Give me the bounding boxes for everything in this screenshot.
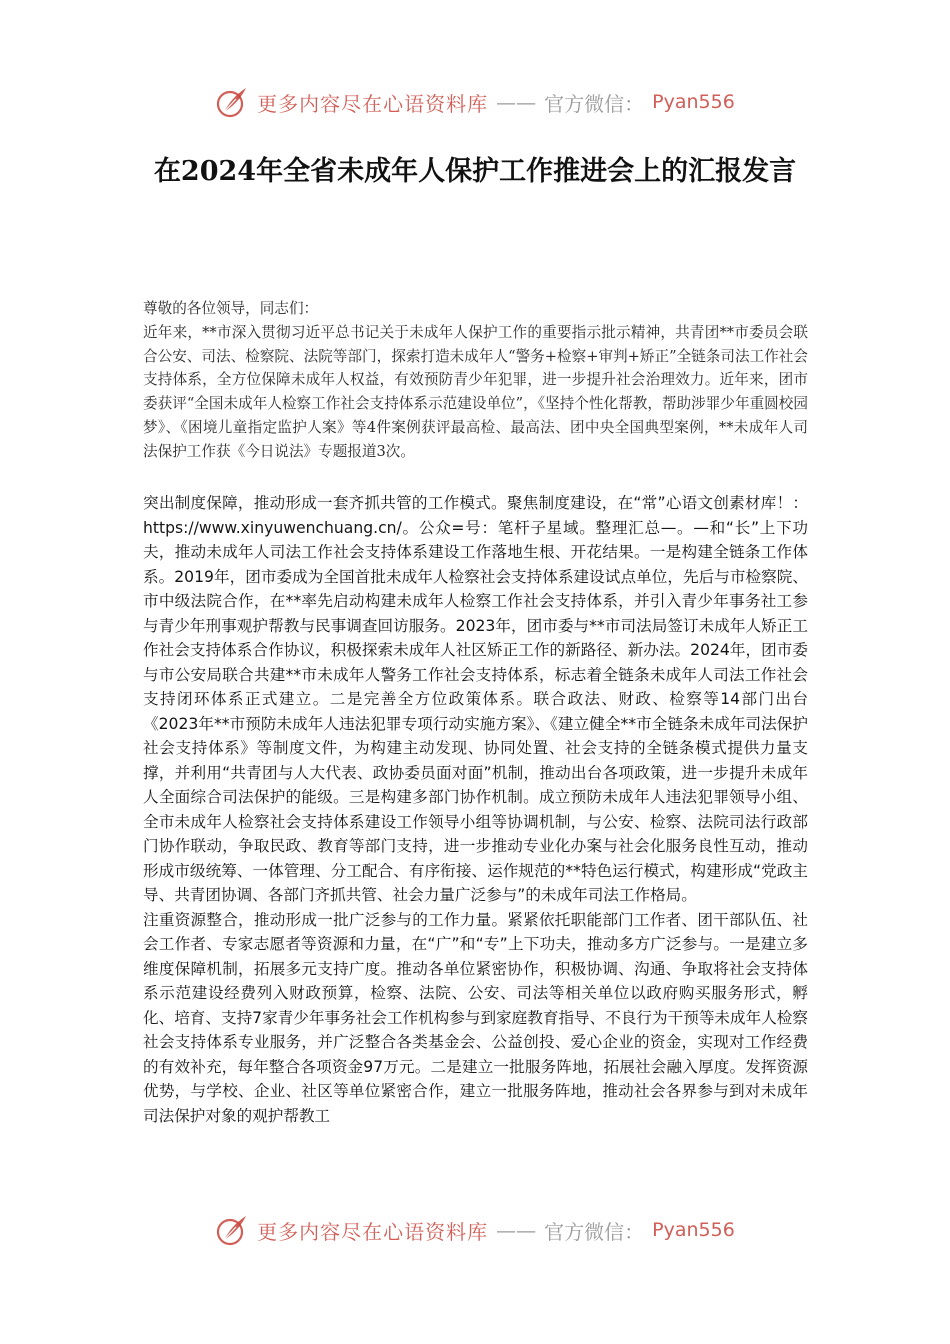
watermark-header (0, 82, 950, 122)
watermark-text: 更多内容尽在心语资料库 (257, 91, 489, 116)
quill-logo-icon (215, 1213, 249, 1247)
body-paragraph: 突出制度保障，推动形成一套齐抓共管的工作模式。聚焦制度建设，在“常”心语文创素材库！：https://www.xinyuwenchuang.cn/。公众=号：笔杆子星域。整理汇总—。—和“长”上下功夫，推动未成年人司法工作社会支持体系建设工作落地生根、开花结果。一是构建全链条工作体系。2019年，团市委成为全国首批未成年人检察社会支持体系建设试点单位，先后与市检察院、市中级法院合作，在**率先启动构建未成年人检察工作社会支持体系，并引入青少年事务社工参与青少年刑事观护帮教与民事调查回访服务。2023年，团市委与**市司法局签订未成年人矫正工作社会支持体系合作协议，积极探索未成年人社区矫正工作的新路径、新办法。2024年，团市委与市公安局联合共建**市未成年人警务工作社会支持体系，标志着全链条未成年人司法工作社会支持闭环体系正式建立。二是完善全方位政策体系。联合政法、财政、检察等14部门出台《2023年**市预防未成年人违法犯罪专项行动实施方案》、《建立健全**市全链条未成年司法保护社会支持体系》等制度文件，为构建主动发现、协同处置、社会支持的全链条模式提供力量支撑，并利用“共青团与人大代表、政协委员面对面”机制，推动出台各项政策，进一步提升未成年人全面综合司法保护的能级。三是构建多部门协作机制。成立预防未成年人违法犯罪领导小组、全市未成年人检察社会支持体系建设工作领导小组等协调机制，与公安、检察、法院司法行政部门协作联动，争取民政、教育等部门支持，进一步推动专业化办案与社会化服务良性互动，推动形成市级统筹、一体管理、分工配合、有序衔接、运作规范的**特色运行模式，构建形成“党政主导、共青团协调、各部门齐抓共管、社会力量广泛参与”的未成年司法工作格局。 (143, 494, 808, 904)
watermark-separator: —— (496, 1218, 537, 1242)
watermark-separator: —— (496, 90, 537, 114)
watermark-wechat-label: 官方微信： (544, 91, 645, 116)
salutation: 尊敬的各位领导，同志们： (143, 300, 319, 317)
watermark-text: 更多内容尽在心语资料库 (257, 1219, 489, 1244)
watermark-wechat-label: 官方微信： (544, 1219, 645, 1244)
body-paragraph: 注重资源整合，推动形成一批广泛参与的工作力量。紧紧依托职能部门工作者、团干部队伍、社会工作者、专家志愿者等资源和力量，在“广”和“专”上下功夫，推动多方广泛参与。一是建立多维度保障机制，拓展多元支持广度。推动各单位紧密协作，积极协调、沟通、争取将社会支持体系示范建设经费列入财政预算，检察、法院、公安、司法等相关单位以政府购买服务形式，孵化、培育、支持7家青少年事务社会工作机构参与到家庭教育指导、不良行为干预等未成年人检察社会支持体系专业服务，并广泛整合各类基金会、公益创投、爱心企业的资金，实现对工作经费的有效补充，每年整合各项资金97万元。二是建立一批服务阵地，拓展社会融入厚度。发挥资源优势，与学校、企业、社区等单位紧密合作，建立一批服务阵地，推动社会各界参与到对未成年司法保护对象的观护帮教工 (143, 910, 808, 1125)
watermark-footer (0, 1210, 950, 1250)
intro-section (143, 297, 808, 464)
intro-paragraph: 近年来，**市深入贯彻习近平总书记关于未成年人保护工作的重要指示批示精神，共青团**市委员会联合公安、司法、检察院、法院等部门，探索打造未成年人“警务+检察+审判+矫正”全链条司法工作社会支持体系，全方位保障未成年人权益，有效预防青少年犯罪，进一步提升社会治理效力。近年来，团市委获评“全国未成年人检察工作社会支持体系示范建设单位”，《坚持个性化帮教，帮助涉罪少年重圆校园梦》、《困境儿童指定监护人案》等4件案例获评最高检、最高法、团中央全国典型案例，**未成年人司法保护工作获《今日说法》专题报道3次。 (143, 323, 808, 460)
document-title: 在2024年全省未成年人保护工作推进会上的汇报发言 (153, 156, 797, 187)
quill-logo-icon (215, 85, 249, 119)
watermark-wechat-id: Pyan556 (652, 1219, 735, 1241)
body-section (143, 491, 808, 1128)
watermark-wechat-id: Pyan556 (652, 91, 735, 113)
